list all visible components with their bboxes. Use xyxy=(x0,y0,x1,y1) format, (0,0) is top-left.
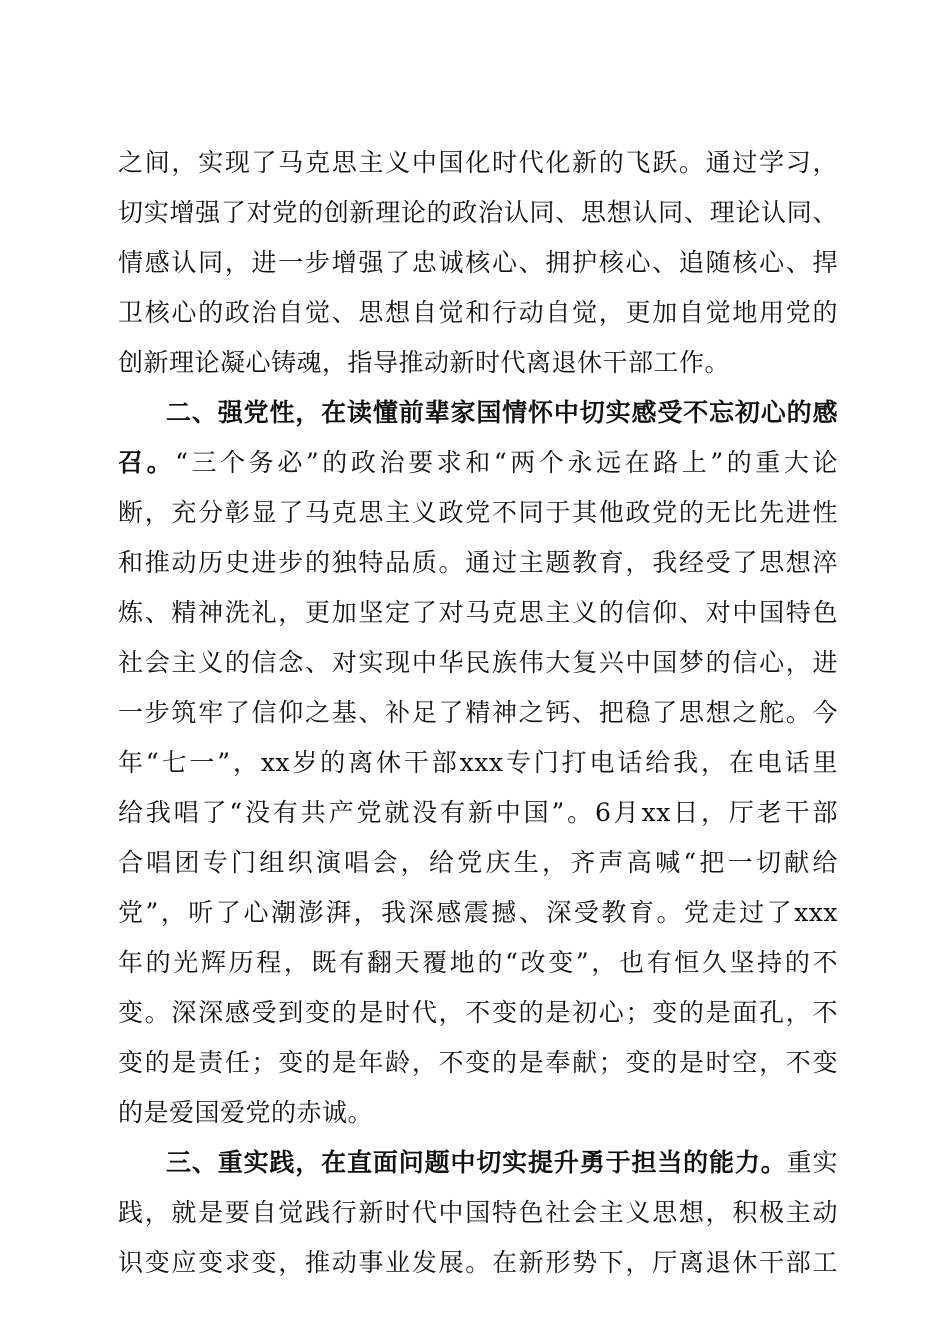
paragraph-line xyxy=(118,293,838,333)
paragraph-line xyxy=(118,493,838,533)
paragraph-line xyxy=(118,943,838,983)
line-text: 断，充分彰显了马克思主义政党不同于其他政党的无比先进性 xyxy=(118,498,838,527)
line-text: 炼、精神洗礼，更加坚定了对马克思主义的信仰、对中国特色 xyxy=(118,598,838,627)
paragraph-line xyxy=(118,1093,838,1133)
section-heading: 三、重实践，在直面问题中切实提升勇于担当的能力。 xyxy=(166,1148,787,1177)
line-text: 卫核心的政治自觉、思想自觉和行动自觉，更加自觉地用党的 xyxy=(118,298,838,327)
paragraph-line xyxy=(118,543,838,583)
line-text: 合唱团专门组织演唱会，给党庆生，齐声高喊“把一切献给 xyxy=(118,848,838,877)
line-text: 给我唱了“没有共产党就没有新中国”。6月xx日，厅老干部 xyxy=(118,798,838,827)
paragraph-line xyxy=(118,1043,838,1083)
paragraph-line xyxy=(118,1193,838,1233)
paragraph-line xyxy=(118,693,838,733)
paragraph-line xyxy=(118,143,838,183)
line-text: 重实 xyxy=(786,1148,838,1177)
paragraph-line xyxy=(118,593,838,633)
line-text: 变。深深感受到变的是时代，不变的是初心；变的是面孔，不 xyxy=(118,998,838,1027)
line-text: 和推动历史进步的独特品质。通过主题教育，我经受了思想淬 xyxy=(118,548,838,577)
line-text: 一步筑牢了信仰之基、补足了精神之钙、把稳了思想之舵。今 xyxy=(118,698,838,727)
paragraph-line xyxy=(118,793,838,833)
section-heading-line xyxy=(166,393,838,433)
paragraph-line xyxy=(118,343,838,383)
section-heading-line xyxy=(166,1143,838,1183)
paragraph-line xyxy=(118,843,838,883)
paragraph-line xyxy=(118,243,838,283)
line-text: 年“七一”，xx岁的离休干部xxx专门打电话给我，在电话里 xyxy=(118,748,838,777)
line-text: 的是爱国爱党的赤诚。 xyxy=(118,1098,374,1127)
paragraph-line xyxy=(118,993,838,1033)
line-text: 践，就是要自觉践行新时代中国特色社会主义思想，积极主动 xyxy=(118,1198,838,1227)
paragraph-line xyxy=(118,1243,838,1283)
line-text: 党”，听了心潮澎湃，我深感震撼、深受教育。党走过了xxx xyxy=(118,898,838,927)
line-text: 二、强党性，在读懂前辈家国情怀中切实感受不忘初心的感 xyxy=(166,398,838,427)
line-text: 情感认同，进一步增强了忠诚核心、拥护核心、追随核心、捍 xyxy=(118,248,838,277)
paragraph-line xyxy=(118,443,838,483)
paragraph-line xyxy=(118,193,838,233)
line-text: 识变应变求变，推动事业发展。在新形势下，厅离退休干部工 xyxy=(118,1248,838,1277)
line-text: 社会主义的信念、对实现中华民族伟大复兴中国梦的信心，进 xyxy=(118,648,838,677)
paragraph-line xyxy=(118,643,838,683)
line-text: 切实增强了对党的创新理论的政治认同、思想认同、理论认同、 xyxy=(118,198,838,227)
paragraph-line xyxy=(118,743,838,783)
paragraph-line xyxy=(118,893,838,933)
line-text: 年的光辉历程，既有翻天覆地的“改变”，也有恒久坚持的不 xyxy=(118,948,838,977)
line-text: 创新理论凝心铸魂，指导推动新时代离退休干部工作。 xyxy=(118,348,731,377)
line-text: 变的是责任；变的是年龄，不变的是奉献；变的是时空，不变 xyxy=(118,1048,838,1077)
line-text: 之间，实现了马克思主义中国化时代化新的飞跃。通过学习， xyxy=(118,148,838,177)
line-text: “三个务必”的政治要求和“两个永远在路上”的重大论 xyxy=(175,448,838,477)
section-heading-end: 召。 xyxy=(118,448,176,477)
